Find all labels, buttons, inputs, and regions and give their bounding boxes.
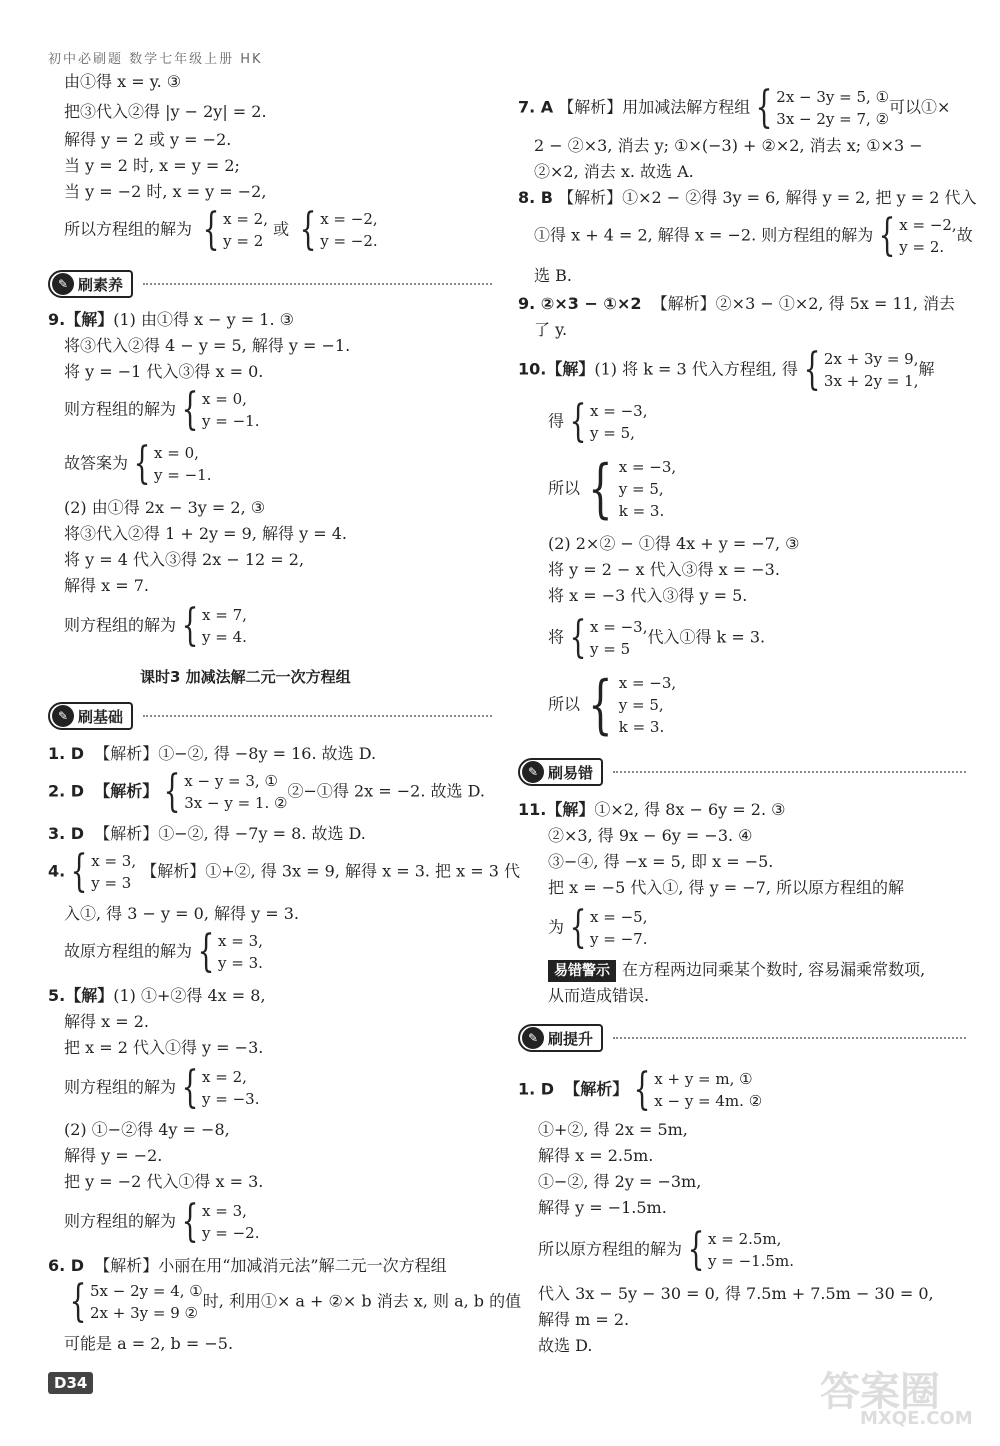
text-line: 解得 y = 2 或 y = −2.	[64, 130, 232, 149]
section-badge	[48, 702, 133, 730]
text-line: 解得 x = 7.	[64, 576, 149, 595]
divider	[613, 771, 966, 773]
tag: 【解析】	[94, 781, 159, 801]
text-line: 解得 x = 2.5m.	[538, 1146, 654, 1165]
answer-11	[518, 800, 785, 820]
equation-system: { x = −2, y = 2.	[878, 210, 957, 261]
text: 则方程组的解为	[64, 1077, 177, 1097]
eq: y = −7.	[590, 930, 648, 948]
equation-system: { x = 7, y = 4.	[181, 600, 247, 651]
section-label: 刷易错	[548, 763, 594, 782]
lesson-title: 课时3 加减法解二元一次方程组	[140, 668, 351, 686]
text: 则方程组的解为	[64, 1211, 177, 1231]
answer-9	[518, 294, 955, 314]
answer-1	[48, 744, 376, 764]
eq: x = −5,	[590, 908, 648, 926]
eq: y = 3	[91, 874, 132, 892]
equation-system: { x + y = m, ① x − y = 4m. ②	[633, 1064, 763, 1115]
text: 故原方程组的解为	[64, 941, 193, 961]
question-number: 6. D	[48, 1256, 85, 1275]
eq: x = 3,	[202, 1202, 247, 1220]
text: 【解析】①×2 − ②得 3y = 6, 解得 y = 2, 把 y = 2 代入	[558, 188, 977, 207]
text: 在方程两边同乘某个数时, 容易漏乘常数项,	[622, 960, 926, 979]
solution-line	[64, 926, 263, 977]
answer-2	[48, 766, 485, 817]
text: 【解析】小丽在用“加减消元法”解二元一次方程组	[94, 1256, 447, 1275]
equation-system: { x = −2, y = −2.	[299, 204, 378, 255]
eq: x − y = 4m. ②	[654, 1092, 763, 1110]
text: (1) 将 k = 3 代入方程组, 得	[594, 359, 798, 379]
text: 或	[273, 219, 290, 239]
text-line	[64, 1276, 522, 1327]
section-label: 刷提升	[548, 1029, 594, 1048]
text-line: 可能是 a = 2, b = −5.	[64, 1334, 234, 1353]
section-label: 刷基础	[78, 707, 124, 726]
eq: x = −3,	[618, 458, 677, 476]
solution-line	[64, 438, 212, 489]
eq: k = 3.	[618, 502, 665, 520]
text-line: ①+②, 得 2x = 5m,	[538, 1120, 688, 1139]
eq: y = 4.	[202, 628, 247, 646]
text: 所以	[548, 478, 581, 498]
tag: 【解】	[546, 359, 595, 379]
question-number: 11.	[518, 800, 547, 819]
text-line: 由①得 x = y. ③	[64, 72, 182, 91]
answer-7	[518, 82, 951, 133]
eq: y = 2.	[899, 238, 945, 256]
book-icon: ✎	[522, 1027, 544, 1049]
text-line: ①−②, 得 2y = −3m,	[538, 1172, 702, 1191]
answer-3	[48, 824, 366, 844]
eq: x = 0,	[202, 390, 247, 408]
question-number: 4.	[48, 861, 66, 881]
eq: y = −1.	[202, 412, 260, 430]
text-line: (2) ①−②得 4y = −8,	[64, 1120, 230, 1139]
equation-system: { x = 2, y = 2	[202, 204, 268, 255]
section-shua-jichu	[48, 702, 492, 730]
text: (1) ①+②得 4x = 8,	[113, 986, 266, 1005]
text: 解	[918, 359, 935, 379]
text: 【解析】②×3 − ①×2, 得 5x = 11, 消去	[651, 294, 955, 313]
text: 【解析】①+②, 得 3x = 9, 解得 x = 3. 把 x = 3 代	[141, 861, 520, 881]
equation-system: { x = 3, y = 3.	[197, 926, 263, 977]
tag: 【解】	[65, 310, 114, 329]
tag: 【解】	[65, 986, 114, 1005]
text-line: (2) 2×② − ①得 4x + y = −7, ③	[548, 534, 800, 553]
text: 故	[956, 225, 973, 245]
text-line: 把 y = −2 代入①得 x = 3.	[64, 1172, 264, 1191]
text: 代入①得 k = 3.	[647, 627, 766, 647]
question-number: 9.	[48, 310, 66, 329]
text-line: 将 x = −3 代入③得 y = 5.	[548, 586, 748, 605]
divider	[613, 1037, 966, 1039]
equation-system: { x − y = 3, ① 3x − y = 1. ②	[163, 766, 288, 817]
section-shua-yicuo	[518, 758, 966, 786]
eq: x − y = 3, ①	[184, 772, 278, 790]
text: ①×2, 得 8x − 6y = 2. ③	[594, 800, 786, 819]
equation-system: { x = 3, y = −2.	[181, 1196, 260, 1247]
solution-line	[64, 1062, 260, 1113]
text-line: 把③代入②得 |y − 2y| = 2.	[64, 102, 267, 121]
text: 则方程组的解为	[64, 399, 177, 419]
equation-system: { x = −5, y = −7.	[569, 902, 648, 953]
text: 将	[548, 627, 565, 647]
eq: x = 2,	[202, 1068, 247, 1086]
question-number: 9. ②×3 − ①×2	[518, 294, 642, 313]
text-line: 当 y = 2 时, x = y = 2;	[64, 156, 240, 175]
text: 所以	[548, 694, 581, 714]
text-line: 了 y.	[534, 320, 568, 339]
eq: 5x − 2y = 4, ①	[90, 1282, 203, 1300]
section-shua-tisheng	[518, 1024, 966, 1052]
text: ②−①得 2x = −2. 故选 D.	[287, 781, 485, 801]
question-number: 1. D	[48, 744, 85, 763]
section-label: 刷素养	[78, 275, 124, 294]
question-number: 7. A	[518, 97, 554, 117]
text-line: ②×3, 得 9x − 6y = −3. ④	[548, 826, 753, 845]
question-number: 1. D	[518, 1079, 555, 1099]
eq: y = 5	[590, 640, 631, 658]
text-line: 从而造成错误.	[548, 986, 650, 1005]
text: 【解析】①−②, 得 −7y = 8. 故选 D.	[94, 824, 366, 843]
text-line: 解得 y = −2.	[64, 1146, 163, 1165]
text-line: 故选 D.	[538, 1336, 593, 1355]
eq: y = −1.5m.	[708, 1252, 795, 1270]
eq: x = −3,	[590, 618, 648, 636]
eq: x = −2,	[320, 210, 378, 228]
warning-line	[548, 960, 925, 982]
eq: 3x − y = 1. ②	[184, 794, 288, 812]
eq: y = 2	[223, 232, 264, 250]
solution-line	[64, 204, 378, 255]
eq: y = 5,	[590, 424, 635, 442]
divider	[143, 283, 492, 285]
eq: x = −2,	[899, 216, 957, 234]
text: 所以原方程组的解为	[538, 1239, 683, 1259]
section-shua-suyang	[48, 270, 492, 298]
equation-system: { x = 2, y = −3.	[181, 1062, 260, 1113]
text-line: 2 − ②×3, 消去 y; ①×(−3) + ②×2, 消去 x; ①×3 −	[534, 136, 923, 155]
text-line: 选 B.	[534, 266, 572, 285]
solution-line	[538, 1224, 795, 1275]
divider	[143, 715, 492, 717]
eq: x = 2,	[223, 210, 268, 228]
eq: 3x + 2y = 1,	[823, 372, 919, 390]
text-line: 将③代入②得 1 + 2y = 9, 解得 y = 4.	[64, 524, 347, 543]
text: ①得 x + 4 = 2, 解得 x = −2. 则方程组的解为	[534, 225, 874, 245]
solution-line	[64, 1196, 260, 1247]
equation-system: { x = 2.5m, y = −1.5m.	[687, 1224, 795, 1275]
solution-line	[548, 452, 677, 526]
text: 则方程组的解为	[64, 615, 177, 635]
watermark-url: MXQE.COM	[860, 1408, 973, 1429]
section-badge	[518, 758, 603, 786]
text-line: 代入 3x − 5y − 30 = 0, 得 7.5m + 7.5m − 30 = 0,	[538, 1284, 934, 1303]
book-icon: ✎	[52, 705, 74, 727]
text: 所以方程组的解为	[64, 219, 193, 239]
text-line: 解得 x = 2.	[64, 1012, 149, 1031]
text: 故答案为	[64, 453, 129, 473]
eq: 2x + 3y = 9,	[823, 350, 919, 368]
equation-system: { x = −3, y = 5	[569, 612, 648, 663]
text-line: 解得 y = −1.5m.	[538, 1198, 667, 1217]
text: 得	[548, 411, 565, 431]
text-line: 把 x = 2 代入①得 y = −3.	[64, 1038, 264, 1057]
eq: x = −3,	[618, 674, 677, 692]
answer-6	[48, 1256, 447, 1276]
solution-line	[534, 210, 973, 261]
text: 时, 利用①× a + ②× b 消去 x, 则 a, b 的值	[202, 1291, 522, 1311]
eq: y = −2.	[202, 1224, 260, 1242]
text-line: 解得 m = 2.	[538, 1310, 630, 1329]
eq: x + y = m, ①	[654, 1070, 753, 1088]
text-line: 将 y = 4 代入③得 2x − 12 = 2,	[64, 550, 305, 569]
text: 【解析】①−②, 得 −8y = 16. 故选 D.	[94, 744, 377, 763]
section-badge	[48, 270, 133, 298]
tisheng-1	[518, 1064, 763, 1115]
solution-line	[64, 600, 247, 651]
text-line: 把 x = −5 代入①, 得 y = −7, 所以原方程组的解	[548, 878, 904, 897]
eq: x = 3,	[91, 852, 137, 870]
solution-line	[548, 902, 648, 953]
equation-system: { 5x − 2y = 4, ① 2x + 3y = 9 ②	[69, 1276, 203, 1327]
eq: y = −1.	[154, 466, 212, 484]
question-number: 2. D	[48, 781, 85, 801]
tag: 【解】	[546, 800, 595, 819]
watermark-logo: 答案圈	[820, 1369, 940, 1415]
equation-system: { x = 3, y = 3	[70, 846, 137, 897]
text-line: 入①, 得 3 − y = 0, 解得 y = 3.	[64, 904, 299, 923]
text: 【解析】用加减法解方程组	[558, 97, 751, 117]
eq: 3x − 2y = 7, ②	[776, 110, 890, 128]
eq: 2x + 3y = 9 ②	[90, 1304, 198, 1322]
text-line: (2) 由①得 2x − 3y = 2, ③	[64, 498, 266, 517]
eq: y = 5,	[618, 480, 664, 498]
tag: 【解析】	[564, 1079, 629, 1099]
page-header: 初中必刷题 数学七年级上册 HK	[48, 52, 263, 67]
equation-system: { x = −3, y = 5, k = 3.	[588, 668, 677, 742]
eq: y = 3.	[218, 954, 263, 972]
eq: x = 7,	[202, 606, 247, 624]
text-line: ②×2, 消去 x. 故选 A.	[534, 162, 694, 181]
eq: y = −3.	[202, 1090, 260, 1108]
text-line: 将 y = 2 − x 代入③得 x = −3.	[548, 560, 780, 579]
equation-system: { x = 0, y = −1.	[133, 438, 212, 489]
eq: y = −2.	[320, 232, 378, 250]
text: 可以①×	[889, 97, 951, 117]
question-number: 5.	[48, 986, 66, 1005]
eq: x = 3,	[218, 932, 263, 950]
answer-8	[518, 188, 977, 208]
book-icon: ✎	[52, 273, 74, 295]
book-icon: ✎	[522, 761, 544, 783]
question-number: 3. D	[48, 824, 85, 843]
answer-10	[518, 344, 935, 395]
equation-system: { x = −3, y = 5, k = 3.	[588, 452, 677, 526]
eq: x = 2.5m,	[708, 1230, 782, 1248]
solution-line	[548, 396, 648, 447]
page-number: D34	[48, 1372, 93, 1394]
eq: x = −3,	[590, 402, 648, 420]
eq: k = 3.	[618, 718, 665, 736]
equation-system: { x = −3, y = 5,	[569, 396, 648, 447]
solution-line	[64, 384, 260, 435]
eq: y = 5,	[618, 696, 664, 714]
text-line: 将 y = −1 代入③得 x = 0.	[64, 362, 264, 381]
text-line: ③−④, 得 −x = 5, 即 x = −5.	[548, 852, 774, 871]
equation-system: { x = 0, y = −1.	[181, 384, 260, 435]
section-badge	[518, 1024, 603, 1052]
answer-4	[48, 846, 520, 897]
equation-system: { 2x + 3y = 9, 3x + 2y = 1,	[803, 344, 919, 395]
question-9	[48, 310, 294, 330]
solution-line	[548, 612, 766, 663]
equation-system: { 2x − 3y = 5, ① 3x − 2y = 7, ②	[755, 82, 890, 133]
text-line: 将③代入②得 4 − y = 5, 解得 y = −1.	[64, 336, 351, 355]
eq: x = 0,	[154, 444, 199, 462]
answer-5	[48, 986, 266, 1006]
solution-line	[548, 668, 677, 742]
warning-tag: 易错警示	[548, 960, 616, 982]
text: (1) 由①得 x − y = 1. ③	[113, 310, 294, 329]
eq: 2x − 3y = 5, ①	[776, 88, 890, 106]
question-number: 8. B	[518, 188, 553, 207]
text-line: 当 y = −2 时, x = y = −2,	[64, 182, 267, 201]
question-number: 10.	[518, 359, 547, 379]
text: 为	[548, 917, 565, 937]
